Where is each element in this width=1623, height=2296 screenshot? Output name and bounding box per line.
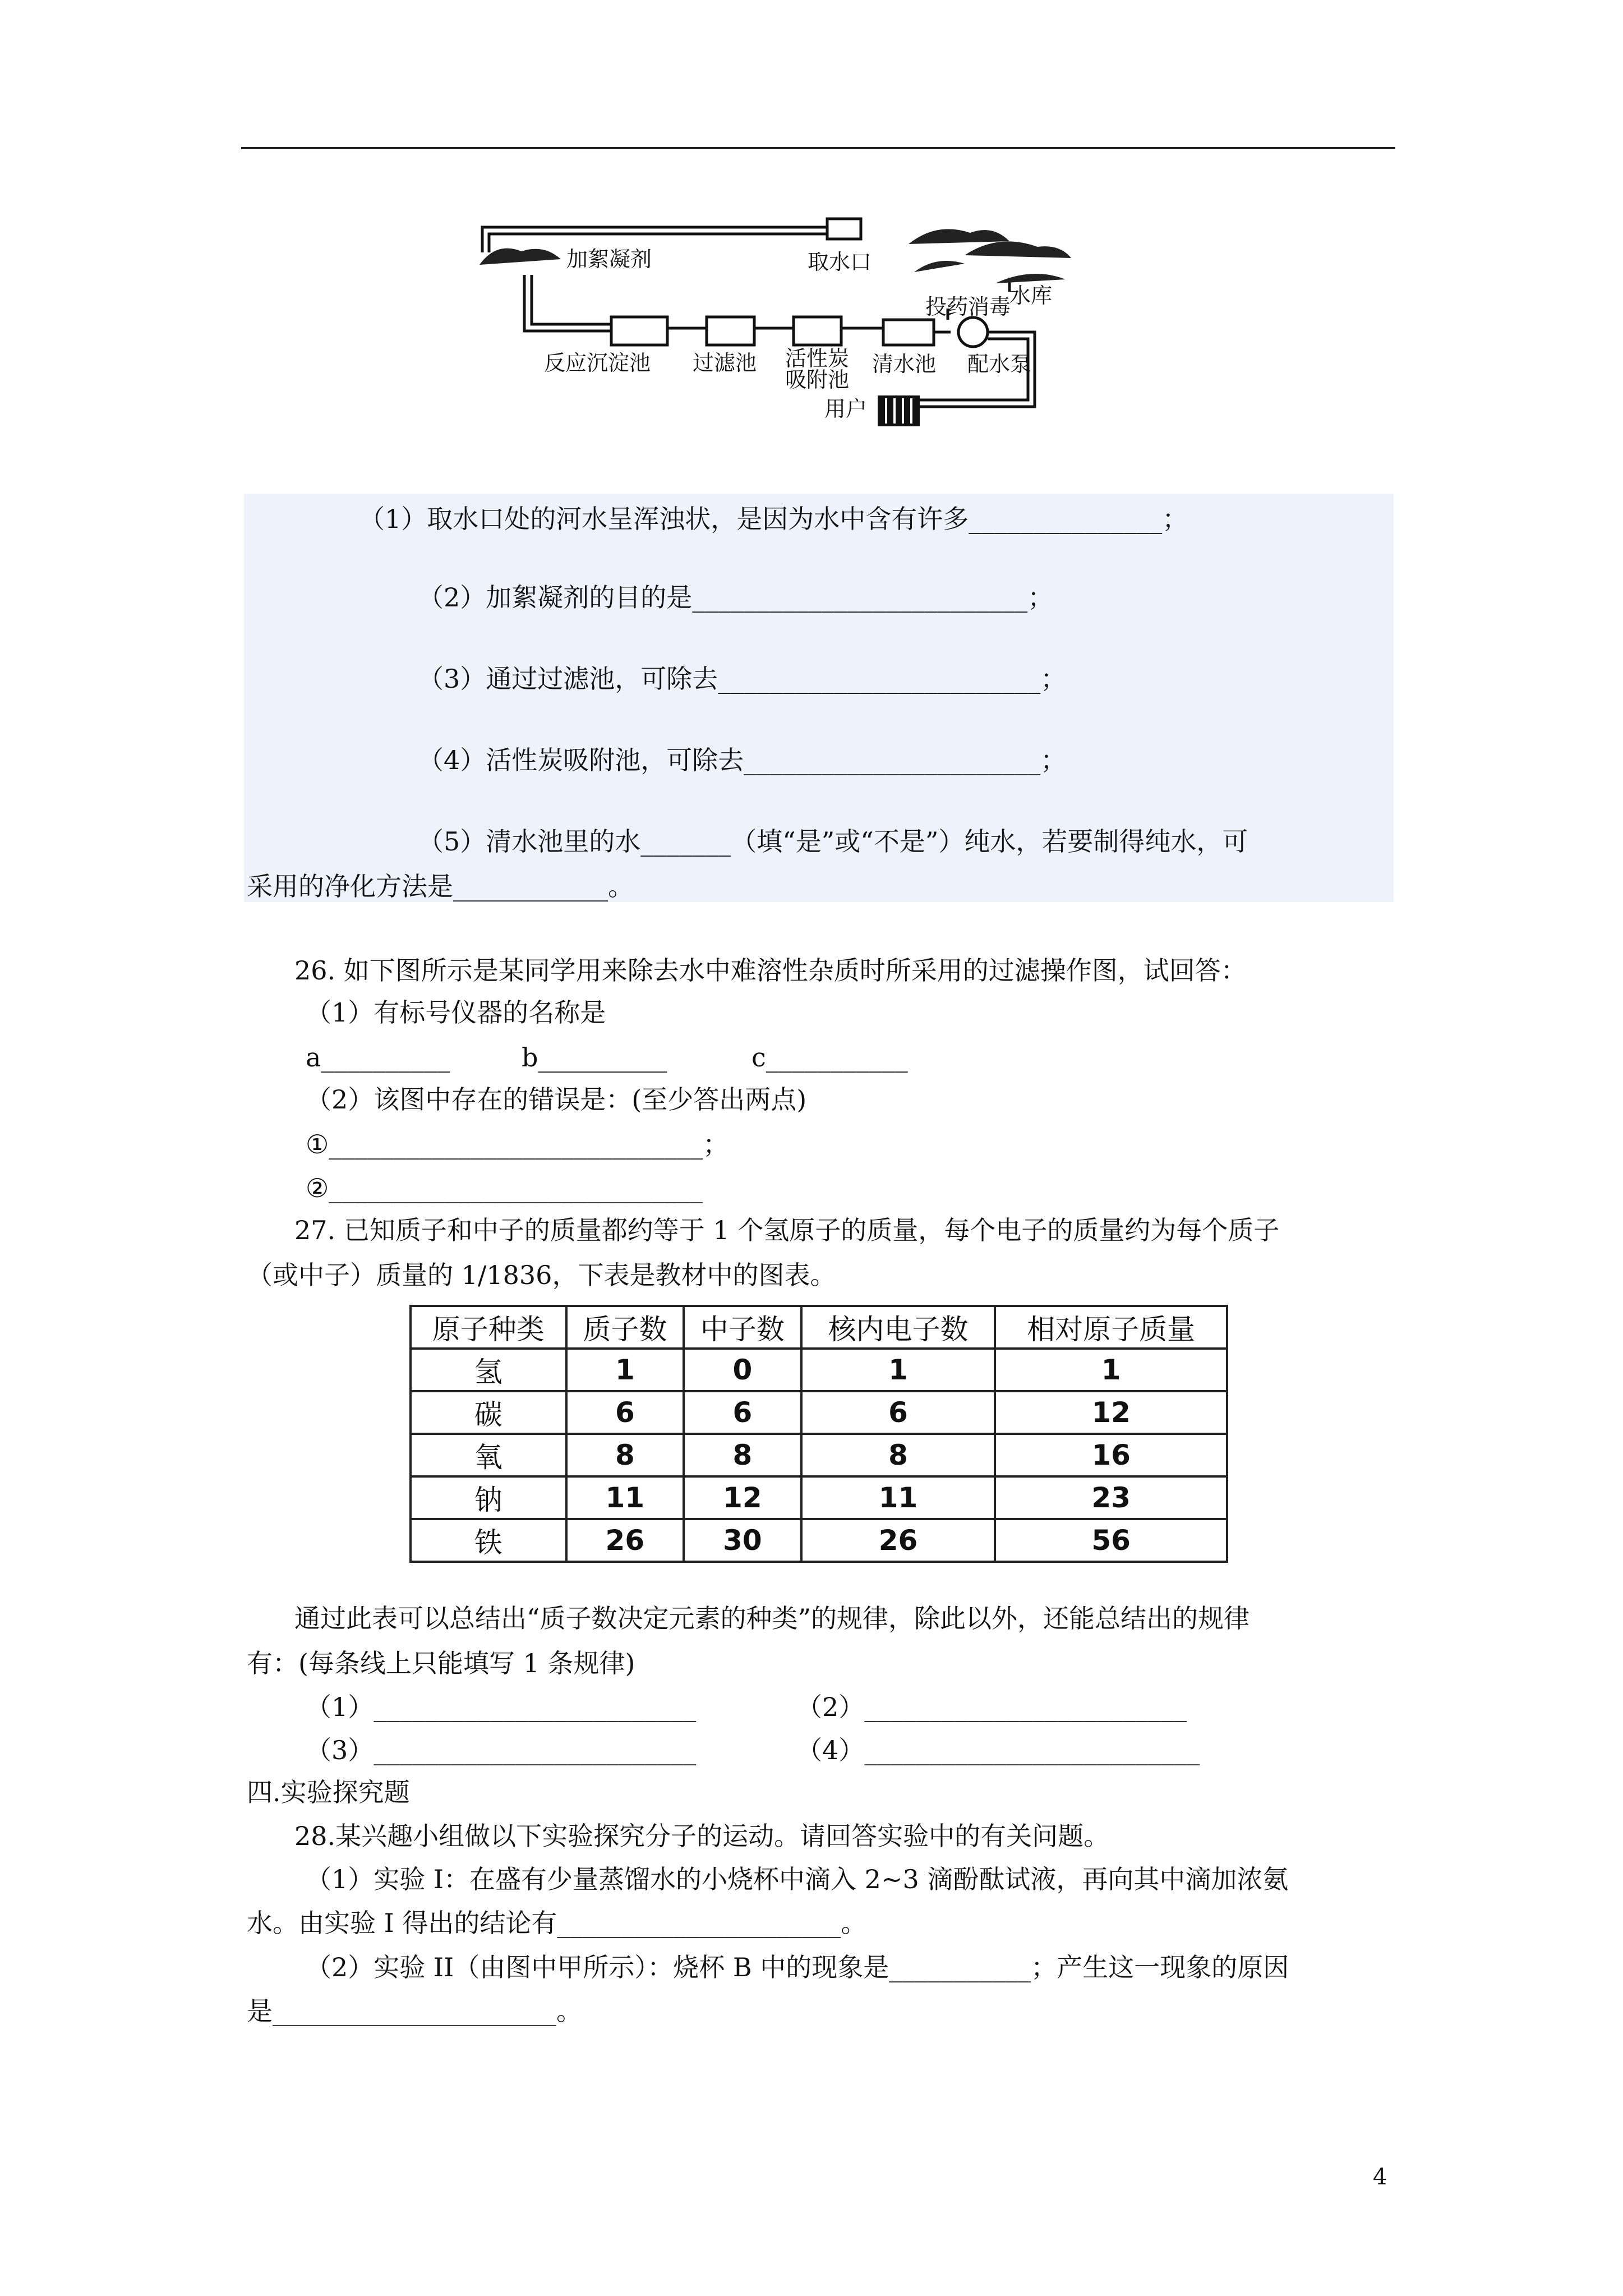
table-cell: 56 [995,1519,1227,1562]
q25-item-5b: 采用的净化方法是____________。 [247,871,634,901]
table-cell: 氢 [411,1349,566,1391]
table-cell: 碳 [411,1391,566,1434]
table-row [411,1476,1227,1519]
label-filter: 过滤池 [693,351,757,375]
table-cell: 11 [566,1476,684,1519]
atom-table [409,1305,1228,1563]
q27-after-2: 有：(每条线上只能填写 1 条规律) [247,1648,635,1678]
table-cell: 8 [801,1434,995,1476]
q28-item-2b: 是______________________。 [247,1996,582,2026]
q27-stem-2: （或中子）质量的 1/1836，下表是教材中的图表。 [247,1260,836,1290]
table-cell: 钠 [411,1476,566,1519]
q26-sub2: （2）该图中存在的错误是：(至少答出两点) [306,1084,807,1115]
label-carbon-bottom: 吸附池 [785,367,850,392]
label-carbon-top: 活性炭 [785,346,850,371]
q28-item-1b: 水。由实验 I 得出的结论有______________________。 [247,1908,867,1938]
water-treatment-diagram [471,213,1088,449]
header-rule [241,147,1395,149]
table-cell: 8 [684,1434,801,1476]
table-cell: 6 [684,1391,801,1434]
q26-error-1: ①_____________________________； [306,1129,729,1159]
table-header: 质子数 [566,1306,684,1349]
q26-blank-a: a__________ [306,1042,450,1073]
table-cell: 氧 [411,1434,566,1476]
q26-error-2: ②_____________________________ [306,1173,703,1203]
q25-item-4: （4）活性炭吸附池，可除去_______________________； [418,745,1067,775]
label-reservoir: 水库 [1009,283,1053,308]
table-cell: 6 [801,1391,995,1434]
table-cell: 23 [995,1476,1227,1519]
q28-item-1a: （1）实验 I：在盛有少量蒸馏水的小烧杯中滴入 2~3 滴酚酞试液，再向其中滴加浓氨 [306,1864,1289,1894]
label-flocculant: 加絮凝剂 [566,247,652,272]
label-sedimentation: 反应沉淀池 [544,351,651,375]
q26-sub1: （1）有标号仪器的名称是 [306,997,606,1028]
label-pump: 配水泵 [967,352,1032,376]
table-cell: 11 [801,1476,995,1519]
q27-after-1: 通过此表可以总结出“质子数决定元素的种类”的规律，除此以外，还能总结出的规律 [294,1603,1250,1634]
table-row [411,1349,1227,1391]
q27-stem-1: 27. 已知质子和中子的质量都约等于 1 个氢原子的质量，每个电子的质量约为每个质子 [294,1215,1280,1245]
q25-item-5a: （5）清水池里的水_______（填“是”或“不是”）纯水，若要制得纯水，可 [418,826,1248,857]
q27-rule-3: （3）_________________________ [306,1735,697,1765]
table-cell: 0 [684,1349,801,1391]
q26-blank-c: c___________ [751,1042,908,1073]
table-header: 原子种类 [411,1306,566,1349]
table-cell: 12 [995,1391,1227,1434]
page-number: 4 [1373,2164,1387,2190]
q26-blank-b: b__________ [522,1042,667,1073]
table-row [411,1434,1227,1476]
table-row [411,1519,1227,1562]
table-row [411,1391,1227,1434]
q27-rule-4: （4）__________________________ [796,1735,1200,1765]
q26-stem: 26. 如下图所示是某同学用来除去水中难溶性杂质时所采用的过滤操作图，试回答： [294,955,1247,986]
table-header: 相对原子质量 [995,1306,1227,1349]
table-cell: 1 [566,1349,684,1391]
table-cell: 铁 [411,1519,566,1562]
q25-item-2: （2）加絮凝剂的目的是__________________________； [418,582,1054,613]
table-cell: 30 [684,1519,801,1562]
table-cell: 8 [566,1434,684,1476]
table-header: 中子数 [684,1306,801,1349]
table-cell: 26 [566,1519,684,1562]
table-header: 核内电子数 [801,1306,995,1349]
q25-item-3: （3）通过过滤池，可除去_________________________； [418,664,1067,694]
label-disinfect: 投药消毒 [925,295,1011,319]
label-intake: 取水口 [808,250,872,274]
table-header-row [411,1306,1227,1349]
q27-rule-2: （2）_________________________ [796,1692,1187,1722]
label-users: 用户 [824,397,868,421]
table-cell: 1 [995,1349,1227,1391]
table-cell: 1 [801,1349,995,1391]
section-title: 四.实验探究题 [247,1777,410,1807]
q25-item-1: （1）取水口处的河水呈浑浊状，是因为水中含有许多_______________； [359,504,1188,534]
table-cell: 6 [566,1391,684,1434]
q27-rule-1: （1）_________________________ [306,1692,697,1722]
q28-item-2a: （2）实验 II（由图中甲所示）：烧杯 B 中的现象是___________；产生这一现象的原因 [306,1952,1289,1982]
table-cell: 26 [801,1519,995,1562]
table-cell: 16 [995,1434,1227,1476]
q28-stem: 28.某兴趣小组做以下实验探究分子的运动。请回答实验中的有关问题。 [294,1821,1110,1851]
table-cell: 12 [684,1476,801,1519]
label-clear-pool: 清水池 [872,352,937,376]
